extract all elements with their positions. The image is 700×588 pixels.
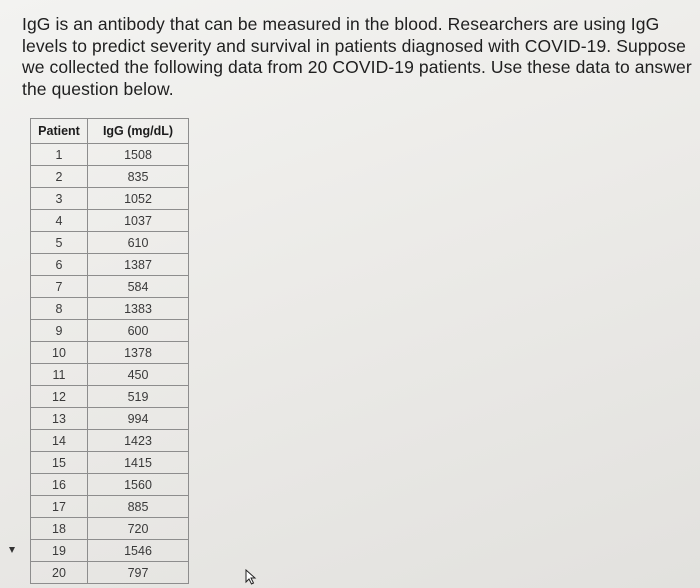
question-prompt: IgG is an antibody that can be measured in the blood. Researchers are using IgG levels to predict severity and survival in patients diagnosed with COVID-19. Suppose we collected the following data from 20 COVID-19 patients. Use these data to answer the question below. bbox=[22, 14, 692, 99]
mouse-pointer-icon bbox=[245, 569, 259, 585]
igg-cell: 610 bbox=[88, 232, 189, 254]
patient-cell: 4 bbox=[31, 210, 88, 232]
igg-cell: 519 bbox=[88, 386, 189, 408]
patient-cell: 1 bbox=[31, 144, 88, 166]
igg-cell: 1383 bbox=[88, 298, 189, 320]
igg-cell: 1560 bbox=[88, 474, 189, 496]
table-row bbox=[31, 144, 189, 166]
patient-cell: 7 bbox=[31, 276, 88, 298]
table-row bbox=[31, 430, 189, 452]
patient-cell: 2 bbox=[31, 166, 88, 188]
igg-cell: 835 bbox=[88, 166, 189, 188]
patient-cell: 14 bbox=[31, 430, 88, 452]
igg-cell: 1508 bbox=[88, 144, 189, 166]
table-row bbox=[31, 474, 189, 496]
igg-cell: 450 bbox=[88, 364, 189, 386]
triangle-marker-icon bbox=[9, 547, 15, 553]
table-row bbox=[31, 496, 189, 518]
igg-cell: 600 bbox=[88, 320, 189, 342]
igg-cell: 994 bbox=[88, 408, 189, 430]
table-row bbox=[31, 562, 189, 584]
patient-cell: 9 bbox=[31, 320, 88, 342]
igg-cell: 1037 bbox=[88, 210, 189, 232]
patient-cell: 13 bbox=[31, 408, 88, 430]
table-row bbox=[31, 210, 189, 232]
table-row bbox=[31, 386, 189, 408]
igg-cell: 797 bbox=[88, 562, 189, 584]
table-row bbox=[31, 408, 189, 430]
table-row bbox=[31, 232, 189, 254]
patient-column-header: Patient bbox=[31, 119, 88, 144]
table-row bbox=[31, 342, 189, 364]
table-row bbox=[31, 276, 189, 298]
igg-cell: 584 bbox=[88, 276, 189, 298]
igg-cell: 720 bbox=[88, 518, 189, 540]
igg-cell: 1378 bbox=[88, 342, 189, 364]
table-row bbox=[31, 188, 189, 210]
patient-cell: 5 bbox=[31, 232, 88, 254]
table-header-row bbox=[31, 119, 189, 144]
igg-cell: 1415 bbox=[88, 452, 189, 474]
table-row bbox=[31, 540, 189, 562]
igg-cell: 1387 bbox=[88, 254, 189, 276]
table-row bbox=[31, 320, 189, 342]
patient-cell: 20 bbox=[31, 562, 88, 584]
table-row bbox=[31, 452, 189, 474]
table-body bbox=[31, 144, 189, 584]
patient-cell: 6 bbox=[31, 254, 88, 276]
igg-cell: 1546 bbox=[88, 540, 189, 562]
patient-cell: 18 bbox=[31, 518, 88, 540]
table-row bbox=[31, 298, 189, 320]
patient-cell: 3 bbox=[31, 188, 88, 210]
patient-cell: 15 bbox=[31, 452, 88, 474]
table-row bbox=[31, 166, 189, 188]
igg-cell: 1423 bbox=[88, 430, 189, 452]
patient-cell: 10 bbox=[31, 342, 88, 364]
patient-cell: 17 bbox=[31, 496, 88, 518]
table-row bbox=[31, 364, 189, 386]
patient-cell: 16 bbox=[31, 474, 88, 496]
patient-cell: 12 bbox=[31, 386, 88, 408]
table-row bbox=[31, 254, 189, 276]
igg-cell: 885 bbox=[88, 496, 189, 518]
table-row bbox=[31, 518, 189, 540]
igg-data-table bbox=[30, 118, 189, 584]
patient-cell: 11 bbox=[31, 364, 88, 386]
igg-column-header: IgG (mg/dL) bbox=[88, 119, 189, 144]
igg-cell: 1052 bbox=[88, 188, 189, 210]
patient-cell: 8 bbox=[31, 298, 88, 320]
patient-cell: 19 bbox=[31, 540, 88, 562]
